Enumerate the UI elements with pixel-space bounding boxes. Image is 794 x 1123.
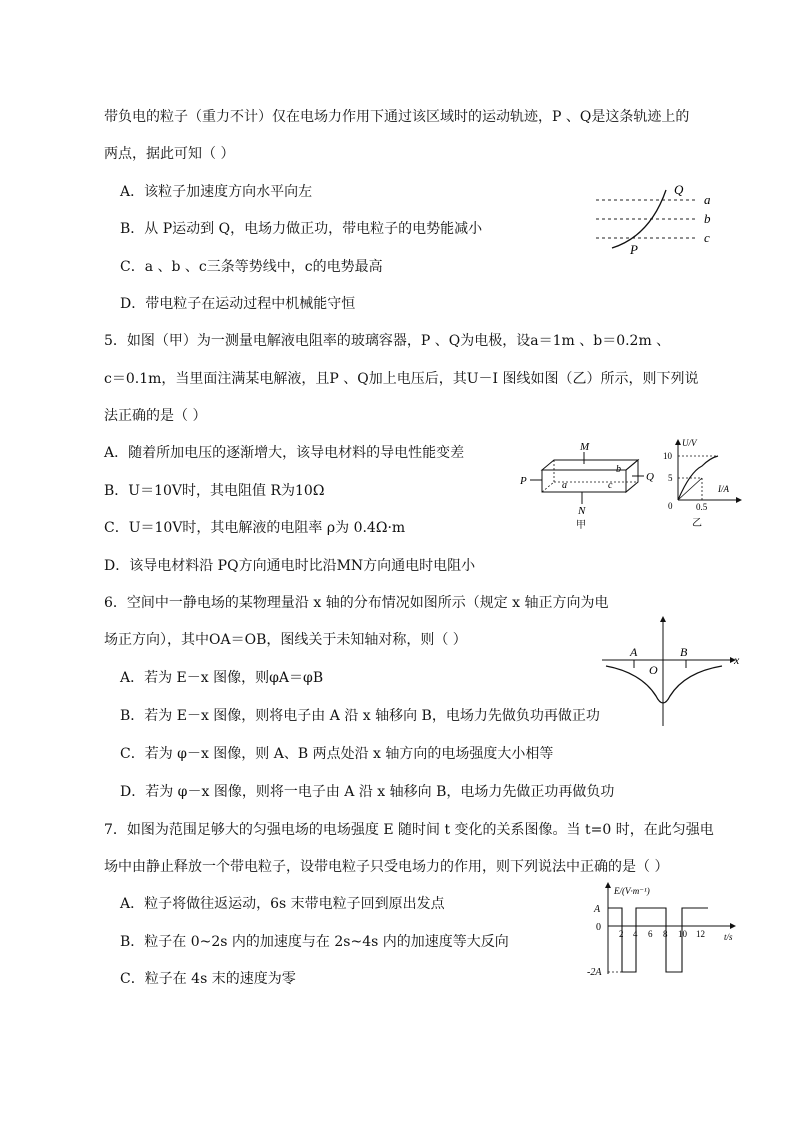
q4-option-b: B．从 P运动到 Q，电场力做正功，带电粒子的电势能减小 <box>120 221 483 237</box>
q6-label-x: x <box>734 653 740 667</box>
q7-tick-6: 6 <box>648 929 653 939</box>
q4-label-q: Q <box>674 182 684 197</box>
q7-tick-8: 8 <box>663 929 668 939</box>
q5-stem-line2: c＝0.1m，当里面注满某电解液，且P 、Q加上电压后，其U－I 图线如图（乙）所示，则下列说 <box>104 371 699 387</box>
q7-option-b: B．粒子在 0~2s 内的加速度与在 2s~4s 内的加速度等大反向 <box>120 934 509 950</box>
q7-ylabel: E/(V·m⁻¹) <box>614 886 650 896</box>
q5-jia-label-m: M <box>580 441 590 453</box>
q5-option-a: A．随着所加电压的逐渐增大，该导电材料的导电性能变差 <box>104 445 465 461</box>
q5-option-c: C．U＝10V时，其电解液的电阻率 ρ为 0.4Ω·m <box>104 520 406 536</box>
q7-tick-4: 4 <box>633 929 638 939</box>
q7-option-a: A．粒子将做往返运动，6s 末带电粒子回到原出发点 <box>120 896 445 912</box>
q5-jia-label-p: P <box>520 475 527 487</box>
q5-yi-tick-0-5: 0.5 <box>696 502 708 512</box>
q5-yi-tick-5: 5 <box>668 473 673 483</box>
q6-option-a: A．若为 E－x 图像，则φA＝φB <box>120 670 324 686</box>
q6-option-c: C．若为 φ－x 图像，则 A、B 两点处沿 x 轴方向的电场强度大小相等 <box>120 746 554 762</box>
q4-option-c: C．a 、b 、c三条等势线中，c的电势最高 <box>120 259 383 275</box>
q7-option-c: C．粒子在 4s 末的速度为零 <box>120 971 296 987</box>
q6-option-d: D．若为 φ－x 图像，则将一电子由 A 沿 x 轴移向 B，电场力先做正功再做负功 <box>120 784 615 800</box>
q7-stem-line2: 场中由静止释放一个带电粒子，设带电粒子只受电场力的作用，则下列说法中正确的是（ ） <box>104 859 669 875</box>
q5-jia-label-a: a <box>562 480 567 491</box>
q5-jia-caption: 甲 <box>576 520 586 531</box>
q6-stem-line2: 场正方向），其中OA＝OB，图线关于未知轴对称，则（ ） <box>104 632 467 648</box>
q7-label-a: A <box>594 904 601 915</box>
q5-yi-ylabel: U/V <box>682 438 697 448</box>
q7-label-zero: 0 <box>596 922 601 933</box>
q7-tick-10: 10 <box>678 929 687 939</box>
q4-label-p: P <box>630 242 638 257</box>
q5-yi-xlabel: I/A <box>718 484 729 494</box>
q6-symmetric-curve-figure <box>598 614 744 732</box>
q4-option-d: D．带电粒子在运动过程中机械能守恒 <box>120 296 356 312</box>
q5-yi-tick-0: 0 <box>668 501 673 511</box>
q4-label-c: c <box>704 230 710 245</box>
q5-yi-tick-10: 10 <box>663 451 672 461</box>
q5-jia-label-n: N <box>578 505 586 517</box>
q6-label-b: B <box>680 645 688 659</box>
q5-yi-caption: 乙 <box>692 518 702 529</box>
q7-xlabel: t/s <box>724 932 733 942</box>
q5-option-b: B．U＝10V时，其电阻值 R为10Ω <box>104 483 325 499</box>
q5-jia-label-q: Q <box>646 471 654 483</box>
q6-stem-line1: 6．空间中一静电场的某物理量沿 x 轴的分布情况如图所示（规定 x 轴正方向为电 <box>104 595 609 611</box>
q7-tick-12: 12 <box>696 929 705 939</box>
q6-label-o: O <box>649 663 658 677</box>
q4-option-a: A．该粒子加速度方向水平向左 <box>120 184 313 200</box>
q5-stem-line3: 法正确的是（ ） <box>104 408 207 424</box>
q4-stem-line2: 两点，据此可知（ ） <box>104 146 235 162</box>
q5-option-d: D．该导电材料沿 PQ方向通电时比沿MN方向通电时电阻小 <box>104 558 476 574</box>
q4-label-b: b <box>704 211 711 226</box>
q6-option-b: B．若为 E－x 图像，则将电子由 A 沿 x 轴移向 B，电场力先做负功再做正功 <box>120 708 600 724</box>
q5-container-figure-jia <box>516 440 656 532</box>
q5-jia-label-b: b <box>616 464 621 475</box>
q4-trajectory-figure <box>590 180 730 260</box>
q7-stem-line1: 7．如图为范围足够大的匀强电场的电场强度 E 随时间 t 变化的关系图像。当 t=0 时，在此匀强电 <box>104 822 714 838</box>
q5-jia-label-c: c <box>608 480 613 491</box>
q4-label-a: a <box>704 192 711 207</box>
q4-stem-line1: 带负电的粒子（重力不计）仅在电场力作用下通过该区域时的运动轨迹，P 、Q是这条轨迹上的 <box>104 109 690 125</box>
q7-tick-2: 2 <box>619 929 624 939</box>
q7-label-neg2a: -2A <box>587 967 602 978</box>
q5-ui-graph-yi <box>660 436 744 532</box>
q5-stem-line1: 5．如图（甲）为一测量电解液电阻率的玻璃容器，P 、Q为电极，设a＝1m 、b＝0.2m 、 <box>104 333 671 349</box>
q6-label-a: A <box>630 645 638 659</box>
q7-field-time-graph <box>586 882 744 978</box>
